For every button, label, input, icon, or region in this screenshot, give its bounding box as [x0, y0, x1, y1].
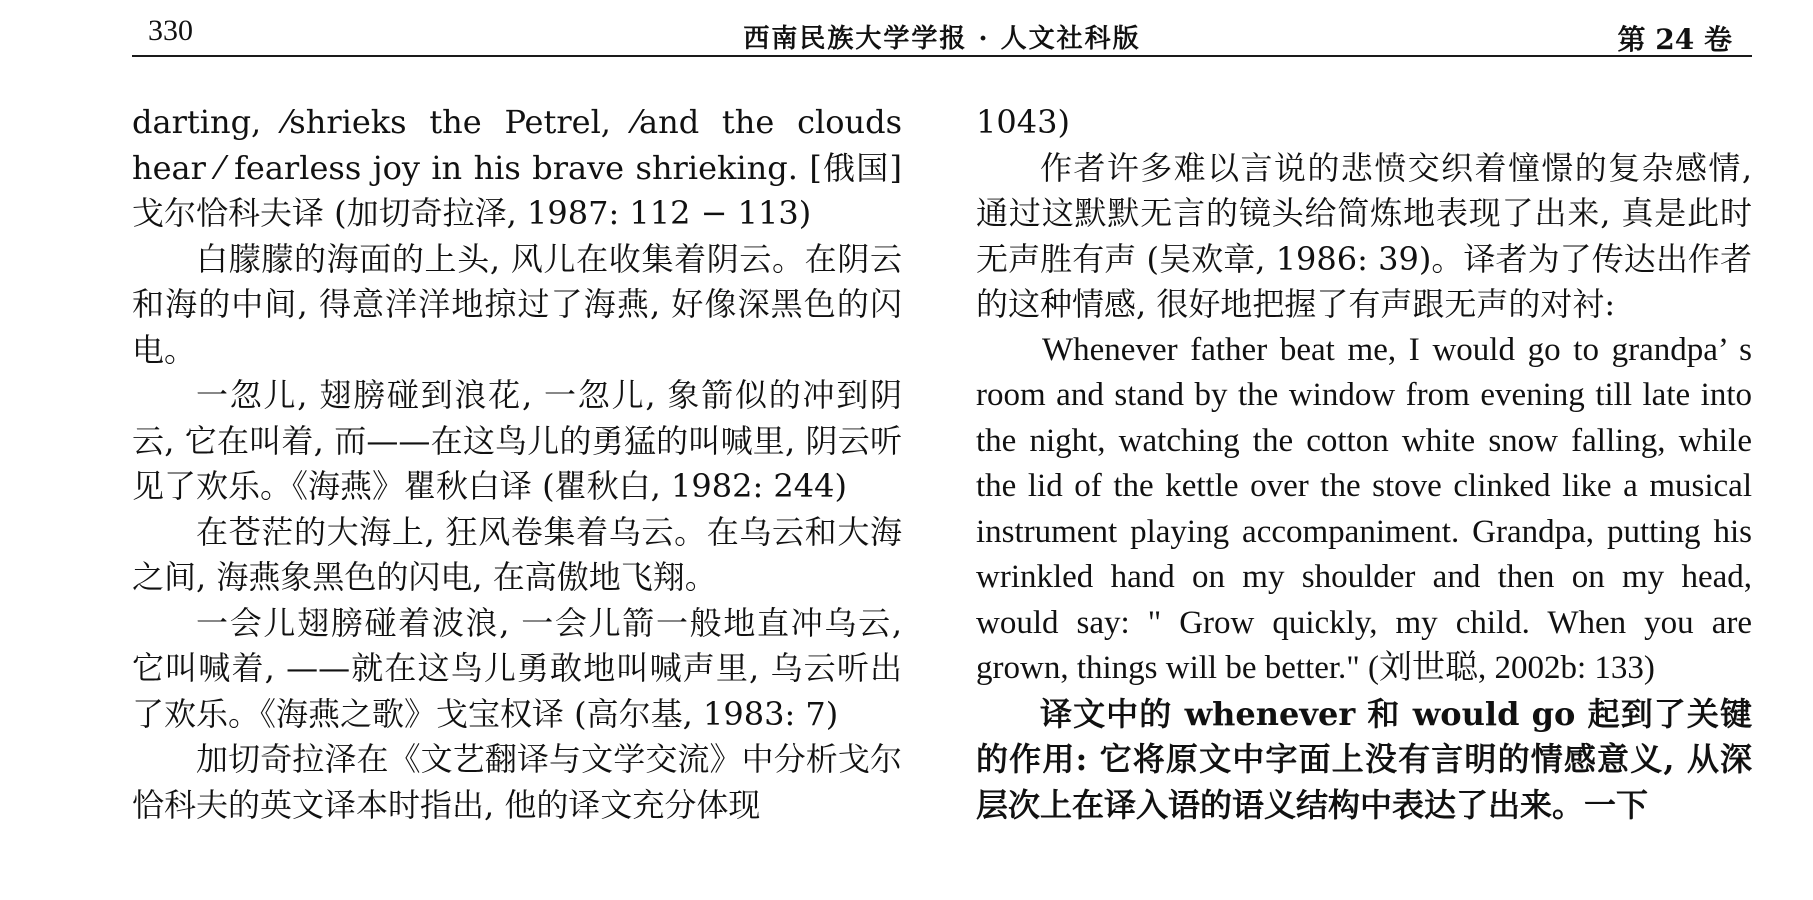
- header-rule: [132, 55, 1752, 57]
- paragraph-qu-translation-2: 一忽儿, 翅膀碰到浪花, 一忽儿, 象箭似的冲到阴云, 它在叫着, 而——在这鸟儿的勇猛的叫喊里, 阴云听见了欢乐。《海燕》瞿秋白译 (瞿秋白, 1982: 244): [132, 376, 902, 505]
- paragraph-ge-translation-1: 在苍茫的大海上, 狂风卷集着乌云。在乌云和大海之间, 海燕象黑色的闪电, 在高傲地飞翔。: [132, 512, 902, 596]
- left-column: [132, 100, 902, 828]
- paragraph-qu-translation-1: 白朦朦的海面的上头, 风儿在收集着阴云。在阴云和海的中间, 得意洋洋地掠过了海燕, 好像深黑色的闪电。: [132, 239, 902, 369]
- journal-title: 西南民族大学学报 · 人文社科版: [743, 24, 1141, 54]
- page-number: 330: [148, 14, 193, 47]
- page-header: [132, 10, 1752, 56]
- right-column: [976, 100, 1752, 828]
- paragraph-commentary: 作者许多难以言说的悲愤交织着憧憬的复杂感情, 通过这默默无言的镜头给简炼地表现了出来, 真是此时无声胜有声 (吴欢章, 1986: 39)。译者为了传达出作者的这种情感, 很好地把握了有声跟无声的对衬:: [976, 148, 1752, 323]
- paragraph-translation-analysis: 译文中的 whenever 和 would go 起到了关键的作用: 它将原文中字面上没有言明的情感意义, 从深层次上在译入语的语义结构中表达了出来。一下: [976, 694, 1752, 824]
- paragraph-analysis: 加切奇拉泽在《文艺翻译与文学交流》中分析戈尔恰科夫的英文译本时指出, 他的译文充分体现: [132, 740, 902, 824]
- volume-label: 第 24 卷: [1617, 23, 1732, 56]
- paragraph-ge-translation-2: 一会儿翅膀碰着波浪, 一会儿箭一般地直冲乌云, 它叫喊着, ——就在这鸟儿勇敢地叫喊声里, 乌云听出了欢乐。《海燕之歌》戈宝权译 (高尔基, 1983: 7): [132, 603, 902, 733]
- paragraph-citation-end: 1043): [976, 103, 1070, 141]
- paragraph-english-translation: darting, ⁄shrieks the Petrel, ⁄and the clouds hear ⁄ fearless joy in his brave shrieking. [俄国] 戈尔恰科夫译 (加切奇拉泽, 1987: 112 − 113): [132, 103, 902, 232]
- paragraph-english-quote: Whenever father beat me, I would go to grandpa’ s room and stand by the window from evening till late into the night, watching the cotton white snow falling, while the lid of the kettle over the stove clinked like a musical instrument playing accompaniment. Grandpa, putting his wrinkled hand on my shoulder and then on my head, would say: " Grow quickly, my child. When you are grown, things will be better." (刘世聪, 2002b: 133): [976, 331, 1752, 686]
